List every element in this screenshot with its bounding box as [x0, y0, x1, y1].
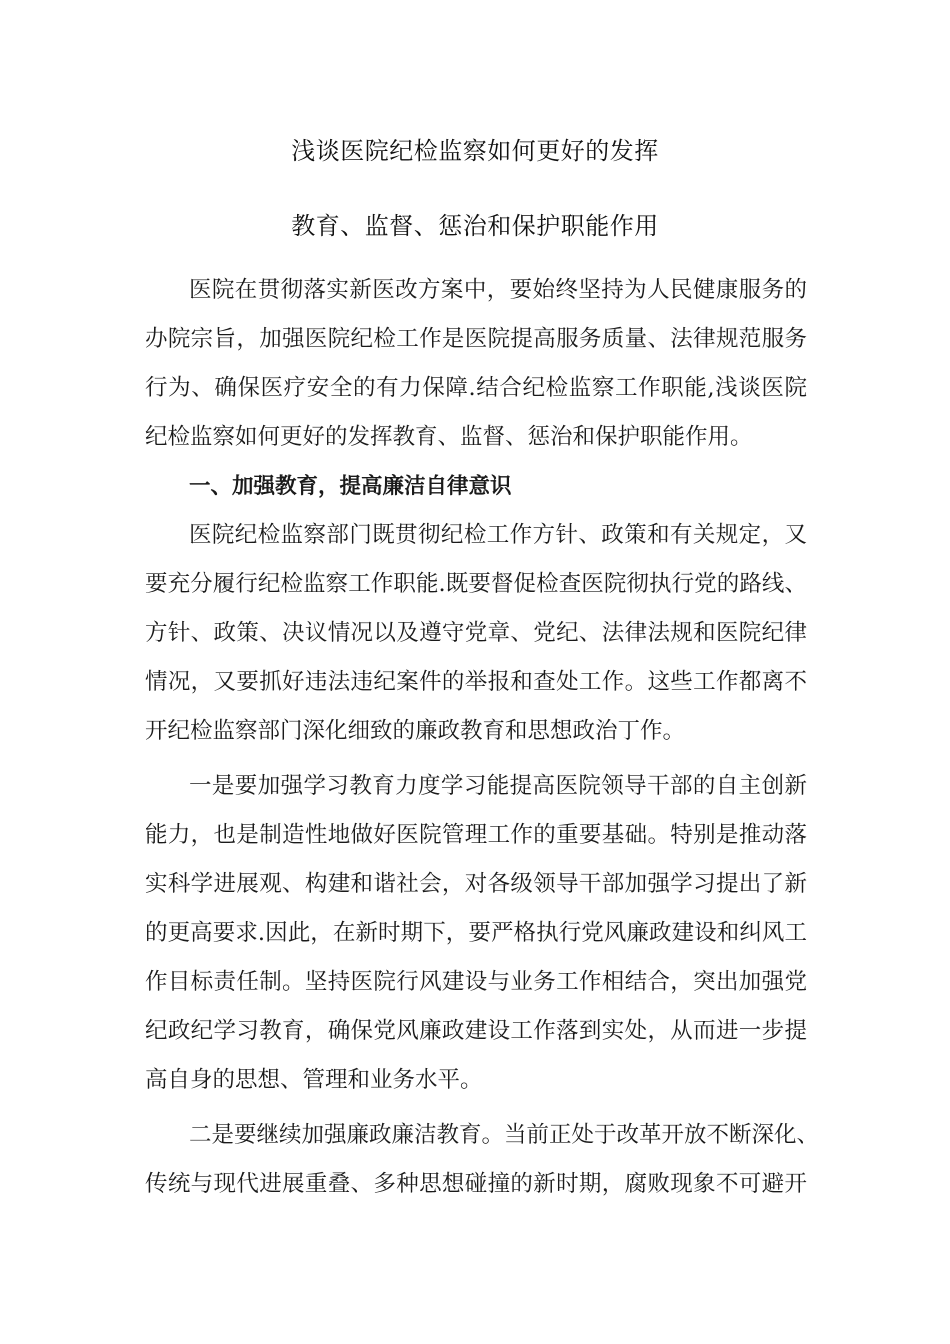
paragraph-3-line-4: 的更高要求.因此，在新时期下，要严格执行党风廉政建设和纠风工 — [145, 920, 807, 946]
paragraph-2-line-1: 医院纪检监察部门既贯彻纪检工作方针、政策和有关规定，又 — [189, 522, 807, 548]
paragraph-3-line-5: 作目标责任制。坚持医院行风建设与业务工作相结合，突出加强党 — [145, 969, 807, 995]
document-title-line-2: 教育、监督、惩治和保护职能作用 — [291, 212, 659, 240]
paragraph-3-line-1: 一是要加强学习教育力度学习能提高医院领导干部的自主创新 — [189, 773, 807, 799]
paragraph-2-line-5: 开纪检监察部门深化细致的廉政教育和思想政治丁作。 — [145, 718, 686, 744]
document-title-line-1: 浅谈医院纪检监察如何更好的发挥 — [291, 137, 659, 165]
paragraph-1-line-3: 行为、确保医疗安全的有力保障.结合纪检监察工作职能,浅谈医院 — [145, 375, 807, 401]
paragraph-4-line-2: 传统与现代进展重叠、多种思想碰撞的新时期，腐败现象不可避开 — [145, 1171, 807, 1197]
document-body — [145, 266, 820, 1209]
paragraph-3-line-3: 实科学进展观、构建和谐社会，对各级领导干部加强学习提出了新 — [145, 871, 807, 897]
paragraph-1-line-2: 办院宗旨，加强医院纪检工作是医院提高服务质量、法律规范服务 — [145, 326, 807, 352]
paragraph-3-line-2: 能力，也是制造性地做好医院管理工作的重要基础。特别是推动落 — [145, 822, 807, 848]
paragraph-4-line-1: 二是要继续加强廉政廉洁教育。当前正处于改革开放不断深化、 — [189, 1122, 820, 1148]
paragraph-1-line-1: 医院在贯彻落实新医改方案中，要始终坚持为人民健康服务的 — [189, 277, 807, 303]
paragraph-3-line-7: 高自身的思想、管理和业务水平。 — [145, 1067, 483, 1093]
paragraph-2-line-2: 要充分履行纪检监察工作职能.既要督促检查医院彻执行党的路线、 — [145, 571, 807, 597]
paragraph-1-line-4: 纪检监察如何更好的发挥教育、监督、惩治和保护职能作用。 — [145, 424, 753, 450]
paragraph-2-line-3: 方针、政策、决议情况以及遵守党章、党纪、法律法规和医院纪律 — [145, 620, 807, 646]
paragraph-3-line-6: 纪政纪学习教育，确保党风廉政建设工作落到实处，从而进一步提 — [145, 1018, 807, 1044]
paragraph-2-line-4: 情况，又要抓好违法违纪案件的举报和查处工作。这些工作都离不 — [145, 669, 807, 695]
section-heading-1: 一、加强教育，提高廉洁自律意识 — [189, 474, 512, 499]
